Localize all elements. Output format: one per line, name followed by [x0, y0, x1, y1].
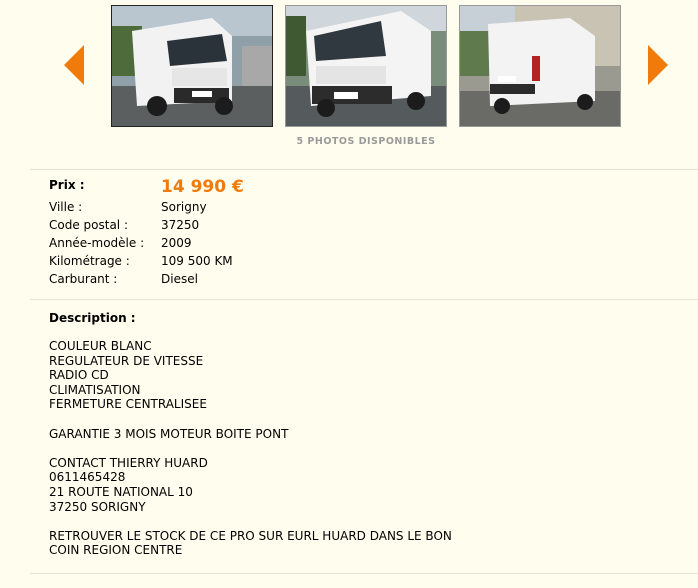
postal-value: 37250: [161, 218, 200, 232]
description-text: COULEUR BLANC REGULATEUR DE VITESSE RADIO CD CLIMATISATION FERMETURE CENTRALISEE GARANTIE 3 MOIS MOTEUR BOITE PONT CONTACT THIERRY HUARD 0611465428 21 ROUTE NATIONAL 10 37250 SORIGNY RETROUVER LE STOCK DE CE PRO SUR EURL HUARD DANS LE BON COIN REGION CENTRE: [49, 339, 452, 558]
photo-thumbnail-1[interactable]: [111, 5, 273, 127]
year-row: [49, 236, 449, 254]
postal-row: [49, 218, 449, 236]
price-row: [49, 178, 449, 196]
price-value: 14 990 €: [161, 177, 244, 197]
description-title: Description :: [49, 311, 136, 325]
fuel-label: Carburant :: [49, 272, 118, 286]
price-label: Prix :: [49, 178, 85, 192]
fuel-row: [49, 272, 449, 290]
city-row: [49, 200, 449, 218]
chevron-left-icon[interactable]: [64, 45, 84, 85]
chevron-right-icon[interactable]: [648, 45, 668, 85]
photos-count-label: 5 PHOTOS DISPONIBLES: [296, 136, 436, 147]
fuel-value: Diesel: [161, 272, 198, 286]
city-value: Sorigny: [161, 200, 207, 214]
city-label: Ville :: [49, 200, 83, 214]
mileage-label: Kilométrage :: [49, 254, 130, 268]
photo-gallery: [0, 0, 698, 160]
divider: [30, 169, 698, 170]
year-label: Année-modèle :: [49, 236, 145, 250]
mileage-row: [49, 254, 449, 272]
photo-thumbnail-3[interactable]: [459, 5, 621, 127]
divider: [30, 299, 698, 300]
van-front-photo: [112, 6, 272, 126]
van-rear-photo: [460, 6, 620, 126]
divider: [30, 573, 698, 574]
mileage-value: 109 500 KM: [161, 254, 233, 268]
van-front-photo: [286, 6, 446, 126]
postal-label: Code postal :: [49, 218, 128, 232]
photo-thumbnail-2[interactable]: [285, 5, 447, 127]
year-value: 2009: [161, 236, 192, 250]
